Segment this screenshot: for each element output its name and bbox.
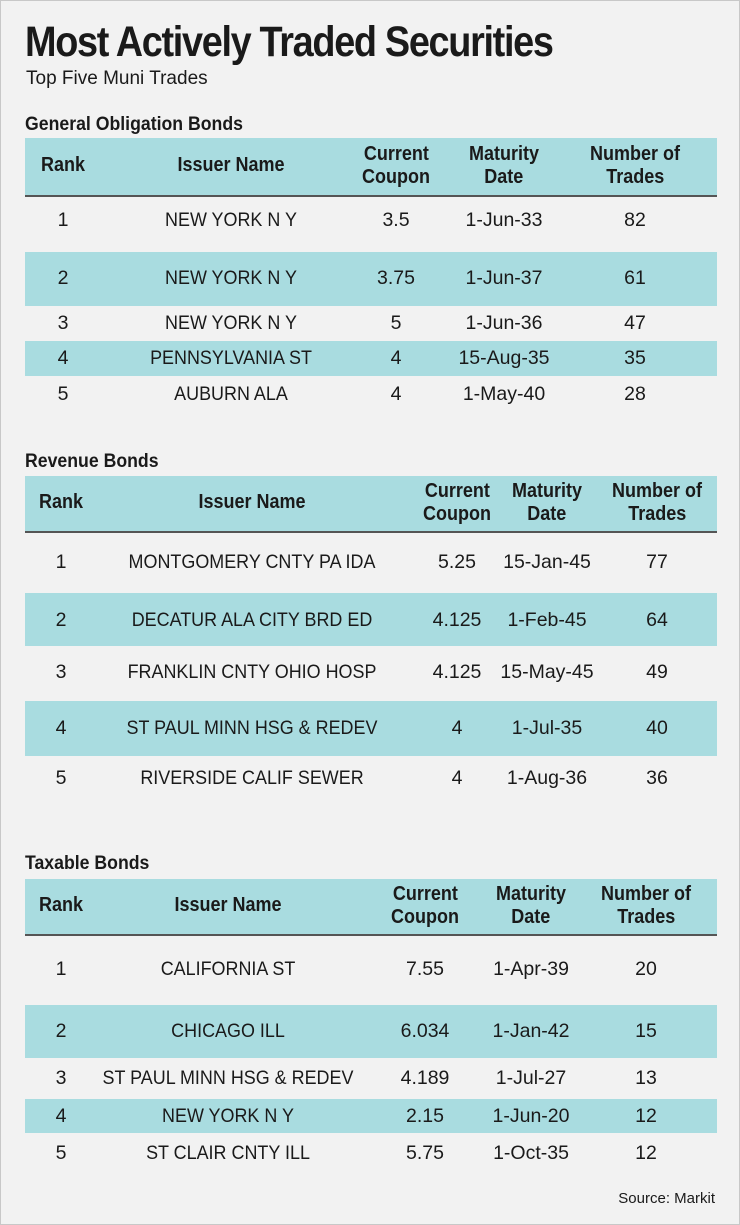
cell-trades-text: 15 — [635, 1019, 657, 1042]
cell-maturity — [503, 551, 591, 574]
cell-trades — [635, 1067, 657, 1090]
cell-trades-text: 13 — [635, 1066, 657, 1089]
cell-coupon-text: 5.75 — [406, 1141, 444, 1164]
header-current-coupon-line: Current — [363, 142, 429, 165]
cell-trades — [646, 551, 668, 574]
cell-maturity-text: 1-Feb-45 — [507, 608, 587, 631]
cell-coupon-text: 7.55 — [406, 957, 444, 980]
cell-issuer — [121, 609, 383, 632]
header-current-coupon — [358, 143, 434, 189]
cell-coupon-text: 3.5 — [382, 208, 410, 231]
cell-coupon — [433, 609, 482, 632]
header-number-of-trades-line: Trades — [605, 165, 665, 188]
cell-maturity-text: 1-Oct-35 — [493, 1141, 569, 1164]
cell-coupon — [406, 1105, 444, 1128]
cell-trades — [646, 661, 668, 684]
cell-trades-text: 61 — [624, 266, 646, 289]
header-maturity-date — [492, 883, 570, 929]
cell-maturity-text: 1-Jun-33 — [465, 208, 543, 231]
cell-issuer-text: ST CLAIR CNTY ILL — [146, 1141, 310, 1164]
cell-maturity — [466, 267, 543, 290]
cell-coupon-text: 4.125 — [432, 608, 482, 631]
cell-coupon — [391, 347, 402, 370]
cell-coupon — [433, 661, 482, 684]
cell-trades-text: 47 — [624, 311, 646, 334]
cell-issuer — [156, 1105, 299, 1128]
cell-rank-text: 4 — [55, 716, 67, 739]
cell-issuer-text: MONTGOMERY CNTY PA IDA — [128, 550, 376, 573]
cell-maturity-text: 1-May-40 — [462, 382, 546, 405]
header-maturity-date-line: Date — [527, 502, 567, 525]
row-band — [25, 1099, 717, 1133]
cell-issuer-text: NEW YORK N Y — [165, 266, 297, 289]
cell-maturity — [493, 1105, 570, 1128]
cell-maturity-text: 1-Jun-37 — [465, 266, 543, 289]
cell-coupon — [391, 312, 402, 335]
header-issuer-name — [172, 154, 291, 177]
cell-trades — [624, 347, 646, 370]
cell-trades — [635, 1105, 657, 1128]
cell-rank — [58, 267, 69, 290]
section-title-general-obligation: General Obligation Bonds — [25, 114, 243, 135]
cell-coupon-text: 3.75 — [377, 266, 415, 289]
header-number-of-trades-line: Number of — [612, 479, 702, 502]
header-rank-line: Rank — [38, 894, 84, 916]
cell-issuer — [143, 347, 319, 370]
header-current-coupon-line: Coupon — [391, 905, 459, 928]
cell-trades-text: 20 — [635, 957, 657, 980]
header-current-coupon-line: Coupon — [423, 502, 491, 525]
cell-rank — [56, 1020, 67, 1043]
cell-trades-text: 49 — [646, 660, 668, 683]
cell-trades — [646, 609, 668, 632]
cell-issuer-text: NEW YORK N Y — [165, 208, 297, 231]
header-number-of-trades — [607, 480, 707, 526]
cell-rank — [58, 209, 69, 232]
header-issuer-name — [169, 894, 288, 917]
cell-rank-text: 4 — [55, 1104, 67, 1127]
cell-coupon-text: 5 — [390, 311, 402, 334]
cell-maturity — [466, 209, 543, 232]
cell-coupon — [377, 267, 415, 290]
cell-coupon-text: 2.15 — [406, 1104, 444, 1127]
cell-issuer-text: ST PAUL MINN HSG & REDEV — [102, 1066, 354, 1089]
header-rank — [37, 894, 86, 917]
cell-issuer — [117, 661, 388, 684]
cell-issuer-text: AUBURN ALA — [174, 382, 288, 405]
header-number-of-trades — [596, 883, 696, 929]
cell-rank — [56, 767, 67, 790]
cell-trades — [624, 209, 646, 232]
cell-trades-text: 82 — [624, 208, 646, 231]
cell-rank-text: 3 — [57, 311, 69, 334]
cell-maturity — [493, 1020, 570, 1043]
cell-trades-text: 77 — [646, 550, 668, 573]
cell-issuer-text: CALIFORNIA ST — [160, 957, 296, 980]
cell-maturity — [466, 312, 543, 335]
cell-issuer-text: ST PAUL MINN HSG & REDEV — [126, 716, 378, 739]
cell-maturity-text: 1-Jun-36 — [465, 311, 543, 334]
header-issuer-name — [193, 491, 312, 514]
header-number-of-trades-line: Number of — [590, 142, 680, 165]
cell-maturity — [512, 717, 582, 740]
cell-issuer-text: NEW YORK N Y — [162, 1104, 294, 1127]
cell-coupon-text: 4 — [390, 382, 402, 405]
cell-rank — [56, 1105, 67, 1128]
row-band — [25, 252, 717, 306]
cell-maturity — [458, 347, 549, 370]
header-current-coupon — [387, 883, 463, 929]
cell-trades — [635, 1142, 657, 1165]
cell-rank-text: 3 — [55, 660, 67, 683]
cell-trades — [646, 717, 668, 740]
page-title: Most Actively Traded Securities — [25, 18, 553, 66]
cell-rank — [58, 312, 69, 335]
cell-rank-text: 5 — [55, 1141, 67, 1164]
page-subtitle: Top Five Muni Trades — [26, 68, 208, 89]
row-band — [25, 341, 717, 376]
cell-issuer-text: FRANKLIN CNTY OHIO HOSP — [127, 660, 377, 683]
cell-trades — [646, 767, 668, 790]
cell-coupon-text: 6.034 — [400, 1019, 450, 1042]
cell-maturity-text: 15-Jan-45 — [503, 550, 591, 573]
cell-trades-text: 40 — [646, 716, 668, 739]
cell-coupon-text: 4.125 — [432, 660, 482, 683]
cell-trades-text: 64 — [646, 608, 668, 631]
cell-maturity — [507, 609, 586, 632]
cell-trades — [624, 267, 646, 290]
source-note: Source: Markit — [618, 1190, 715, 1207]
cell-trades — [635, 958, 657, 981]
header-current-coupon — [419, 480, 495, 526]
cell-maturity — [507, 767, 587, 790]
cell-rank — [58, 347, 69, 370]
cell-rank — [56, 1067, 67, 1090]
cell-rank-text: 5 — [57, 382, 69, 405]
cell-coupon — [452, 717, 463, 740]
header-current-coupon-line: Coupon — [362, 165, 430, 188]
cell-rank-text: 1 — [55, 957, 67, 980]
cell-rank-text: 1 — [55, 550, 67, 573]
header-rank-line: Rank — [38, 491, 84, 513]
header-maturity-date — [465, 143, 543, 189]
cell-coupon-text: 4 — [451, 766, 463, 789]
cell-coupon — [452, 767, 463, 790]
cell-issuer — [155, 958, 301, 981]
cell-maturity-text: 1-Apr-39 — [493, 957, 569, 980]
cell-issuer — [159, 267, 302, 290]
cell-maturity — [500, 661, 593, 684]
cell-coupon-text: 4.189 — [400, 1066, 450, 1089]
cell-issuer — [118, 551, 386, 574]
cell-coupon — [382, 209, 409, 232]
header-number-of-trades — [585, 143, 685, 189]
cell-rank — [56, 661, 67, 684]
row-band — [25, 1005, 717, 1058]
header-issuer-name-line: Issuer Name — [198, 491, 306, 513]
cell-issuer — [139, 1142, 317, 1165]
cell-issuer-text: PENNSYLVANIA ST — [150, 346, 312, 369]
cell-maturity — [463, 383, 545, 406]
header-maturity-date-line: Date — [484, 165, 524, 188]
cell-maturity-text: 1-Jun-20 — [492, 1104, 570, 1127]
header-current-coupon-line: Current — [424, 479, 490, 502]
cell-maturity — [493, 958, 569, 981]
cell-maturity-text: 1-Jul-35 — [511, 716, 583, 739]
cell-issuer — [169, 383, 293, 406]
cell-rank-text: 4 — [57, 346, 69, 369]
header-rank — [37, 491, 86, 514]
cell-issuer — [159, 209, 302, 232]
cell-issuer-text: RIVERSIDE CALIF SEWER — [140, 766, 364, 789]
cell-rank-text: 1 — [57, 208, 69, 231]
cell-maturity-text: 15-May-45 — [500, 660, 594, 683]
cell-coupon — [406, 1142, 444, 1165]
header-number-of-trades-line: Number of — [601, 882, 691, 905]
table-taxable — [25, 879, 717, 1183]
header-current-coupon-line: Current — [392, 882, 458, 905]
cell-coupon — [406, 958, 444, 981]
cell-rank-text: 3 — [55, 1066, 67, 1089]
cell-rank — [56, 958, 67, 981]
cell-rank-text: 2 — [55, 1019, 67, 1042]
cell-coupon — [391, 383, 402, 406]
cell-maturity-text: 15-Aug-35 — [458, 346, 550, 369]
header-number-of-trades-line: Trades — [627, 502, 687, 525]
cell-issuer — [92, 1067, 365, 1090]
header-maturity-date-line: Date — [511, 905, 551, 928]
cell-coupon — [401, 1067, 450, 1090]
cell-rank — [58, 383, 69, 406]
header-maturity-date — [508, 480, 586, 526]
cell-maturity-text: 1-Aug-36 — [506, 766, 588, 789]
cell-rank-text: 2 — [57, 266, 69, 289]
table-revenue — [25, 476, 717, 808]
cell-trades-text: 28 — [624, 382, 646, 405]
cell-trades — [624, 312, 646, 335]
cell-rank — [56, 609, 67, 632]
cell-coupon-text: 4 — [451, 716, 463, 739]
header-maturity-date-line: Maturity — [468, 142, 540, 165]
cell-maturity-text: 1-Jan-42 — [492, 1019, 570, 1042]
cell-maturity — [493, 1142, 569, 1165]
cell-coupon-text: 5.25 — [438, 550, 476, 573]
header-maturity-date-line: Maturity — [495, 882, 567, 905]
cell-issuer — [116, 717, 389, 740]
cell-trades-text: 36 — [646, 766, 668, 789]
header-issuer-name-line: Issuer Name — [177, 154, 285, 176]
header-maturity-date-line: Maturity — [511, 479, 583, 502]
cell-maturity — [496, 1067, 566, 1090]
cell-trades-text: 12 — [635, 1104, 657, 1127]
cell-rank-text: 2 — [55, 608, 67, 631]
cell-trades — [624, 383, 646, 406]
cell-issuer-text: DECATUR ALA CITY BRD ED — [131, 608, 373, 631]
cell-issuer-text: CHICAGO ILL — [171, 1019, 285, 1042]
table-general-obligation — [25, 138, 717, 424]
cell-rank — [56, 1142, 67, 1165]
cell-issuer-text: NEW YORK N Y — [165, 311, 297, 334]
cell-issuer — [159, 312, 302, 335]
cell-trades-text: 12 — [635, 1141, 657, 1164]
header-rank-line: Rank — [40, 154, 86, 176]
cell-maturity-text: 1-Jul-27 — [495, 1066, 567, 1089]
section-title-revenue: Revenue Bonds — [25, 451, 159, 472]
cell-rank — [56, 551, 67, 574]
cell-coupon — [438, 551, 476, 574]
section-title-taxable: Taxable Bonds — [25, 853, 150, 874]
cell-rank — [56, 717, 67, 740]
cell-issuer — [131, 767, 374, 790]
header-issuer-name-line: Issuer Name — [174, 894, 282, 916]
header-number-of-trades-line: Trades — [616, 905, 676, 928]
cell-issuer — [166, 1020, 290, 1043]
cell-trades-text: 35 — [624, 346, 646, 369]
cell-coupon — [401, 1020, 450, 1043]
cell-rank-text: 5 — [55, 766, 67, 789]
header-rank — [39, 154, 88, 177]
cell-coupon-text: 4 — [390, 346, 402, 369]
cell-trades — [635, 1020, 657, 1043]
